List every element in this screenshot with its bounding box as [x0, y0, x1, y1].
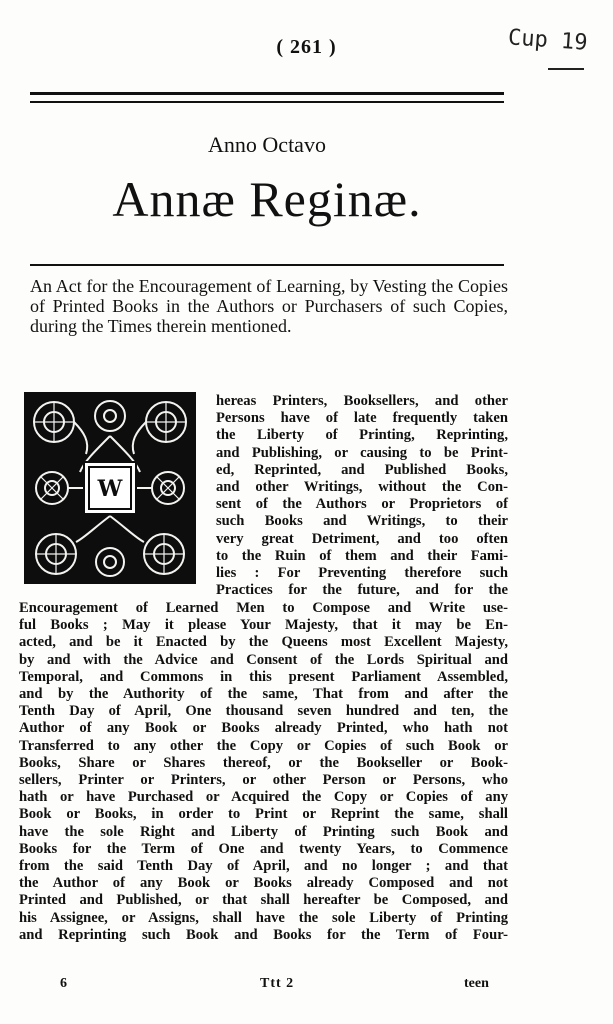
body-line: Transferred to any other the Copy or Copies of such Book or [19, 737, 508, 754]
top-rule-thick [30, 92, 504, 95]
body-line: acted, and be it Enacted by the Queens most Excellent Majesty, [19, 634, 508, 651]
body-line: lies : For Preventing therefore such [216, 565, 508, 582]
body-line: Book or Books, in order to Print or Reprint the same, shall [19, 806, 508, 823]
body-line: Tenth Day of April, One thousand seven hundred and ten, the [19, 703, 508, 720]
title-rule [30, 264, 504, 266]
body-line: by and with the Advice and Consent of the Lords Spiritual and [19, 651, 508, 668]
body-line: Temporal, and Commons in this present Parliament Assembled, [19, 668, 508, 685]
body-line: Books for the Term of One and twenty Years, to Commence [19, 840, 508, 857]
body-line: Books, Share or Shares thereof, or the Bookseller or Book- [19, 754, 508, 771]
body-line: sent of the Authors or Proprietors of [216, 496, 508, 513]
body-line: hath or have Purchased or Acquired the Copy or Copies of any [19, 789, 508, 806]
body-line: have the sole Right and Liberty of Printing such Book and [19, 823, 508, 840]
body-line: and by the Authority of the same, That from and after the [19, 686, 508, 703]
catchword: teen [464, 976, 489, 991]
body-line: Persons have of late frequently taken [216, 410, 508, 427]
body-line: sellers, Printer or Printers, or other Person or Persons, who [19, 772, 508, 789]
body-line: Encouragement of Learned Men to Compose and Write use- [19, 600, 508, 616]
footer-left-mark: 6 [60, 976, 67, 991]
shelfmark-underline [548, 68, 584, 70]
body-line: his Assignee, or Assigns, shall have the sole Liberty of Printing [19, 909, 508, 926]
body-line: very great Detriment, and too often [216, 530, 508, 547]
body-line: such Books and Writings, to their [216, 513, 508, 530]
body-line: from the said Tenth Day of April, and no longer ; and that [19, 858, 508, 875]
footer-line [0, 976, 613, 996]
act-title: An Act for the Encouragement of Learning, by Vesting the Copies of Printed Books in the Authors or Purchasers of such Copies, during the Times therein mentioned. [30, 276, 508, 336]
body-text-beside-initial [216, 393, 508, 599]
top-rule-thin [30, 101, 504, 103]
body-line: and Publishing, or causing to be Print- [216, 444, 508, 461]
initial-letter: W [97, 476, 123, 502]
body-line: ed, Reprinted, and Published Books, [216, 461, 508, 478]
signature-mark: Ttt 2 [260, 976, 295, 991]
body-line: Practices for the future, and for the [216, 582, 508, 599]
title-annae-reginae: Annæ Reginæ. [112, 171, 422, 227]
body-text-full-width [19, 600, 508, 944]
body-line: Author of any Book or Books already Printed, who hath not [19, 720, 508, 737]
decorated-initial-ornament [24, 392, 196, 584]
body-line: hereas Printers, Booksellers, and other [216, 393, 508, 409]
title-anno-octavo: Anno Octavo [208, 132, 326, 157]
body-line: and other Writings, without the Con- [216, 479, 508, 496]
body-line: Printed and Published, or that shall hereafter be Composed, and [19, 892, 508, 909]
body-line: the Liberty of Printing, Reprinting, [216, 427, 508, 444]
body-line: ful Books ; May it please Your Majesty, that it may be En- [19, 617, 508, 634]
body-line: and Reprinting such Book and Books for the Term of Four- [19, 926, 508, 943]
shelfmark-annotation: Cup 19 [507, 25, 589, 56]
page-number: ( 261 ) [276, 36, 337, 58]
body-line: the Author of any Book or Books already Composed and not [19, 875, 508, 892]
body-line: to the Ruin of them and their Fami- [216, 547, 508, 564]
